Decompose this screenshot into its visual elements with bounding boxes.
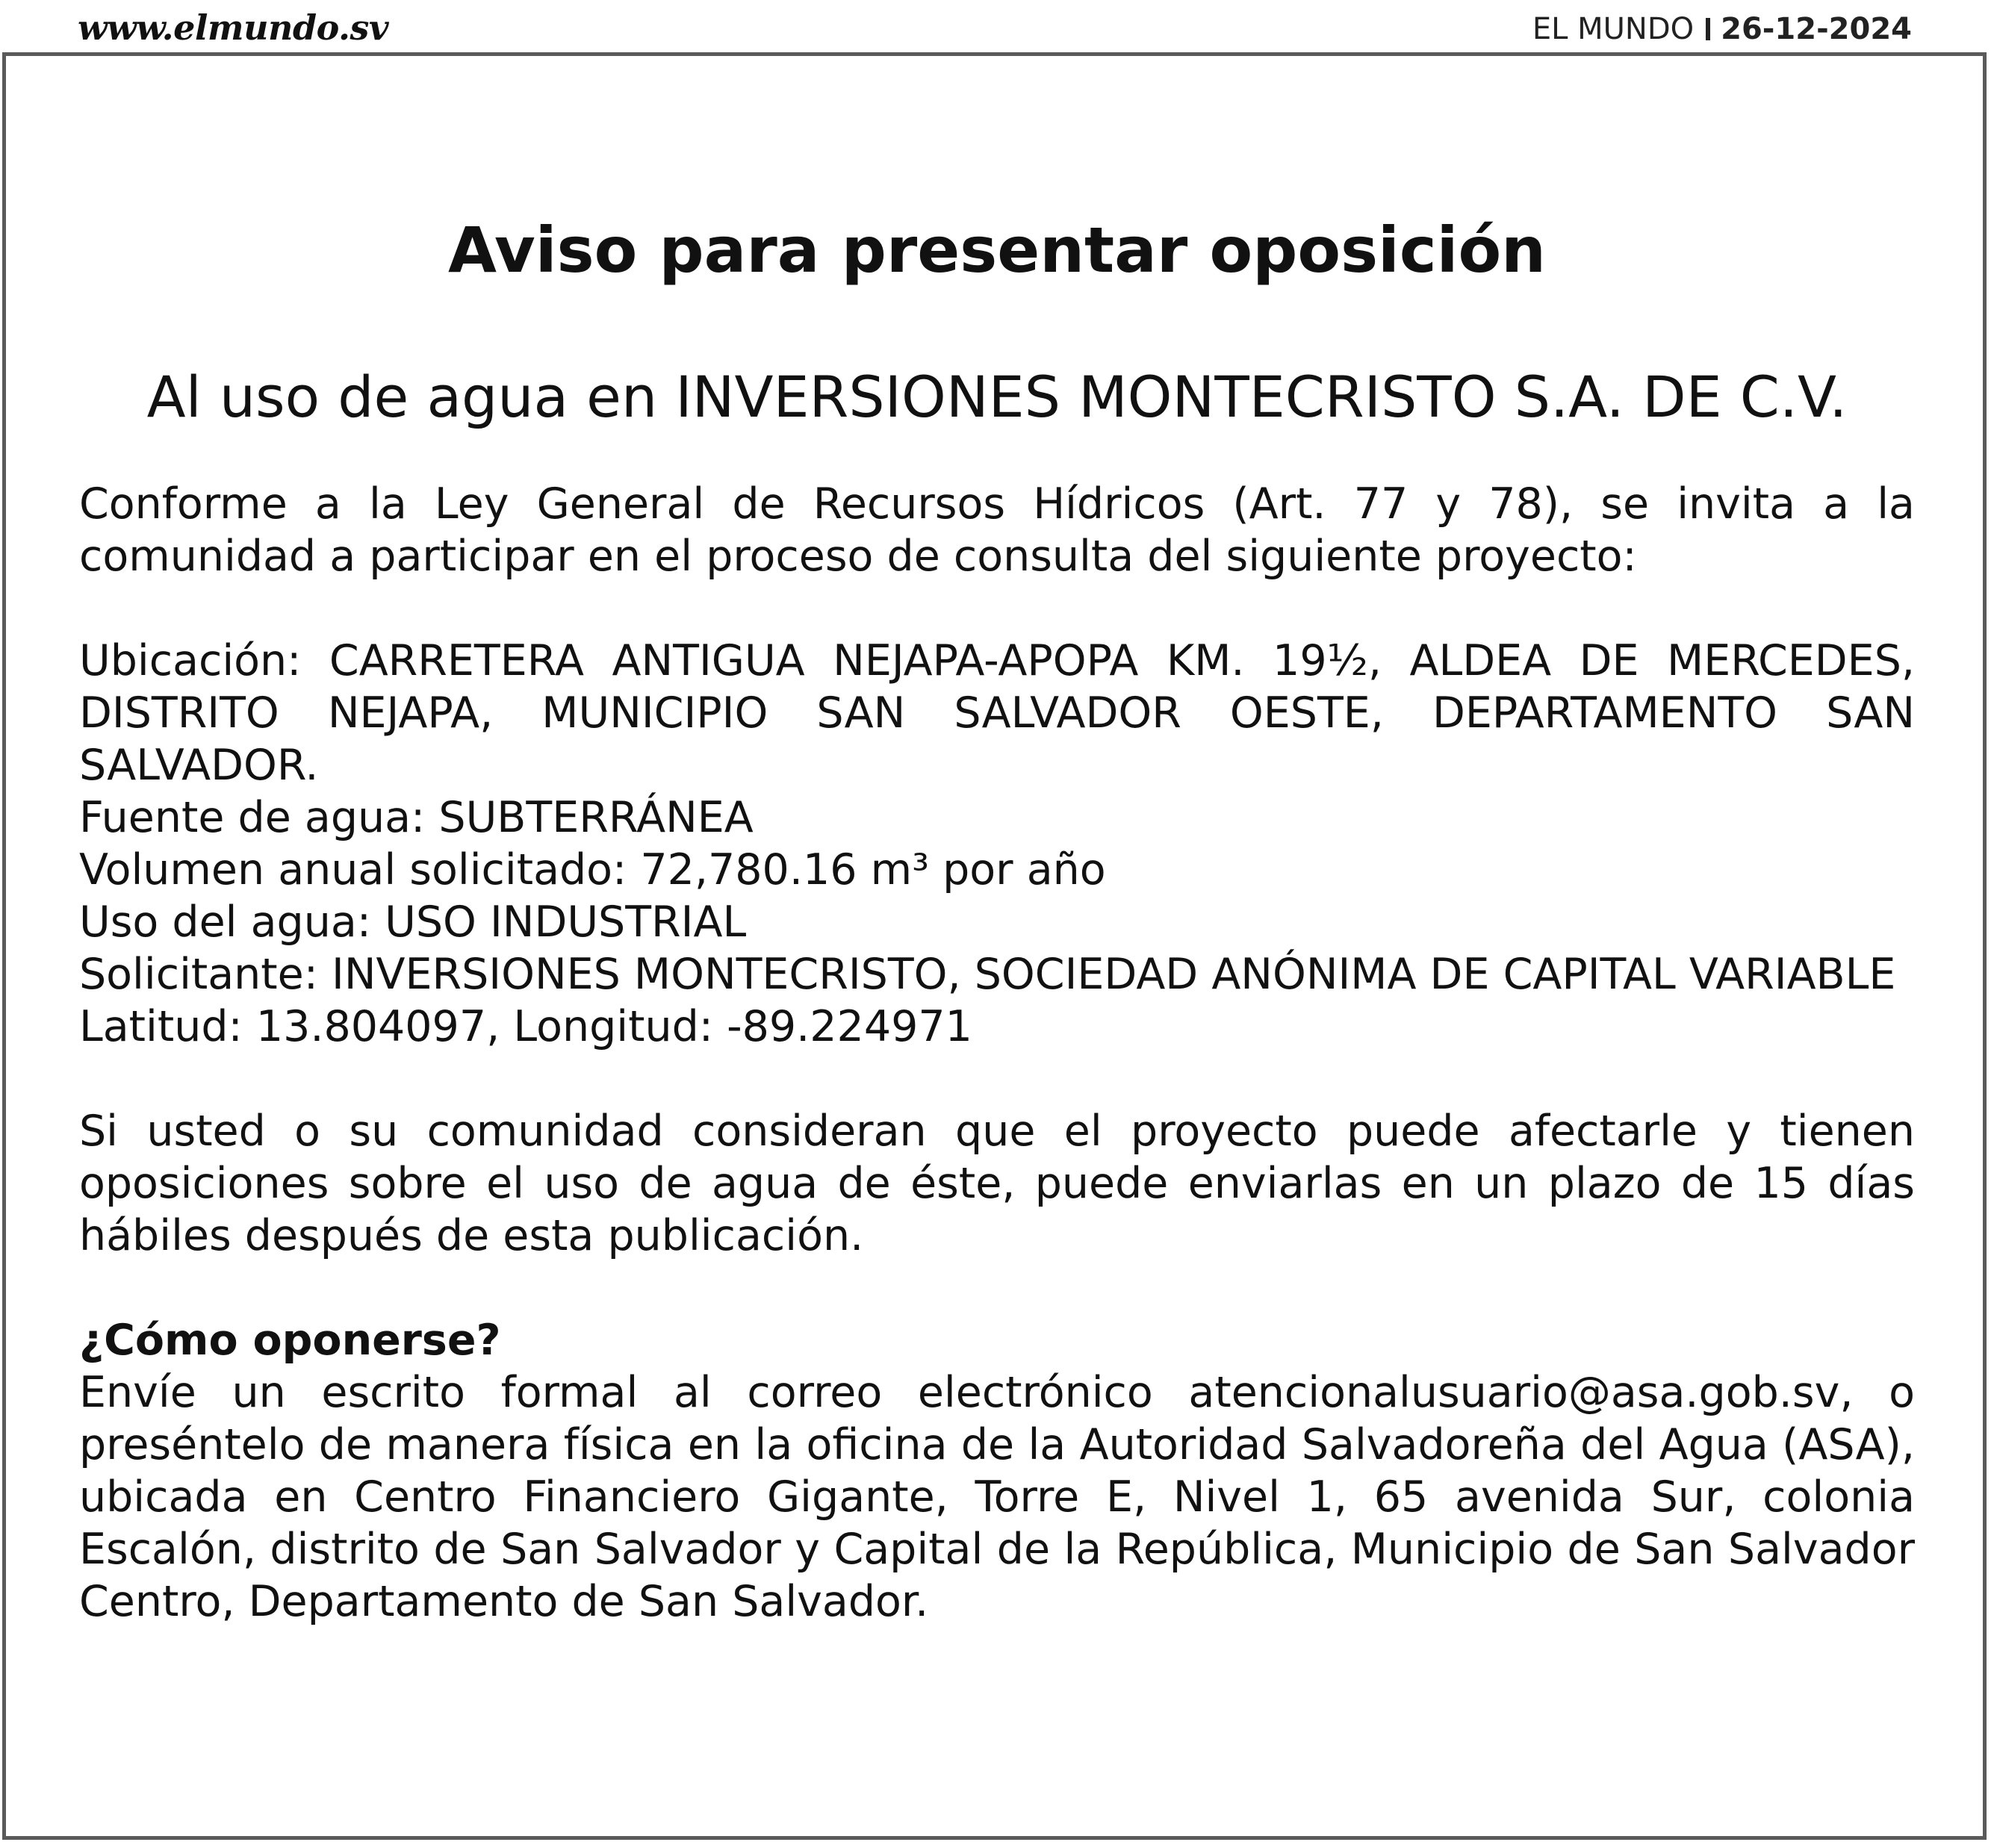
field-ubicacion: Ubicación: CARRETERA ANTIGUA NEJAPA-APOPA KM. 19½, ALDEA DE MERCEDES, DISTRITO NEJAPA, MUNICIPIO SAN SALVADOR OESTE, DEPARTAMENTO SAN SALVADOR.	[79, 636, 1915, 790]
field-uso: Uso del agua: USO INDUSTRIAL	[79, 897, 747, 947]
spacer	[79, 582, 1915, 635]
publication-date: 26-12-2024	[1721, 12, 1912, 46]
site-url: www.elmundo.sv	[78, 7, 389, 48]
page-header	[0, 0, 1994, 52]
field-solicitante: Solicitante: INVERSIONES MONTECRISTO, SOCIEDAD ANÓNIMA DE CAPITAL VARIABLE	[79, 950, 1896, 999]
field-coordenadas: Latitud: 13.804097, Longitud: -89.224971	[79, 1002, 972, 1051]
spacer	[79, 1262, 1915, 1314]
intro-paragraph: Conforme a la Ley General de Recursos Hídricos (Art. 77 y 78), se invita a la comunidad a participar en el proceso de consulta del siguiente proyecto:	[79, 479, 1915, 581]
field-volumen: Volumen anual solicitado: 72,780.16 m³ por año	[79, 845, 1106, 895]
opposition-paragraph: Si usted o su comunidad consideran que el proyecto puede afectarle y tienen oposiciones sobre el uso de agua de éste, puede enviarlas en un plazo de 15 días hábiles después de esta publicación.	[79, 1107, 1915, 1260]
how-to-paragraph: Envíe un escrito formal al correo electrónico atencionalusuario@asa.gob.sv, o preséntelo de manera física en la oficina de la Autoridad Salvadoreña del Agua (ASA), ubicada en Centro Financiero Gigante, Torre E, Nivel 1, 65 avenida Sur, colonia Escalón, distrito de San Salvador y Capital de la República, Municipio de San Salvador Centro, Departamento de San Salvador.	[79, 1368, 1915, 1626]
masthead	[1532, 9, 1912, 49]
separator-bar	[1706, 18, 1710, 40]
publication-name: EL MUNDO	[1532, 12, 1695, 46]
spacer	[79, 1053, 1915, 1105]
notice-body	[79, 478, 1915, 1628]
field-fuente: Fuente de agua: SUBTERRÁNEA	[79, 793, 754, 842]
notice-title: Aviso para presentar oposición	[448, 214, 1546, 287]
notice-subtitle: Al uso de agua en INVERSIONES MONTECRISTO S.A. DE C.V.	[146, 364, 1848, 430]
how-to-heading: ¿Cómo oponerse?	[79, 1316, 501, 1365]
